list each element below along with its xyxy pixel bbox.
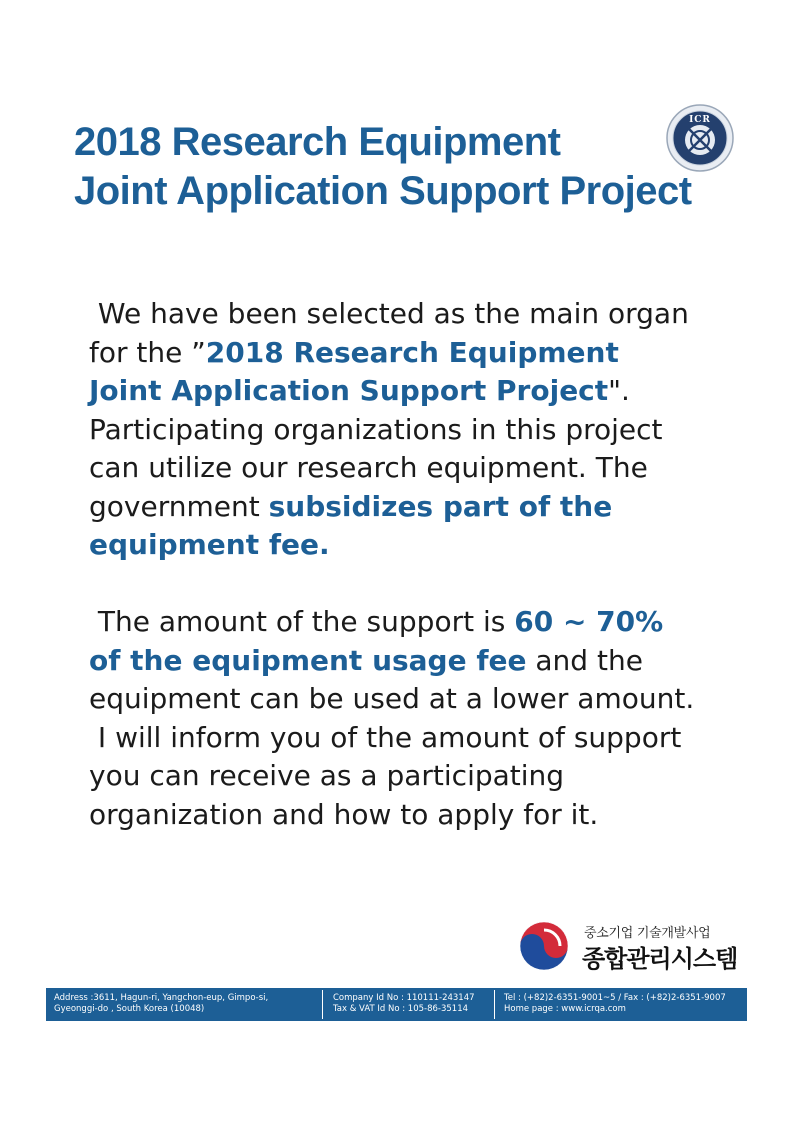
sme-logo-big-text: 종합관리시스템 xyxy=(582,945,738,973)
footer-divider xyxy=(322,990,323,1019)
footer-address-line-1: Address :3611, Hagun-ri, Yangchon-eup, Gimpo-si, xyxy=(54,993,269,1003)
icr-seal-logo xyxy=(666,104,734,172)
footer-bar xyxy=(46,988,747,1021)
footer-tax-id: Tax & VAT Id No : 105-86-35114 xyxy=(333,1004,469,1014)
footer-tel-fax: Tel : (+82)2-6351-9001~5 / Fax : (+82)2-6351-9007 xyxy=(504,993,726,1003)
paragraph2-text-1: The amount of the support is xyxy=(97,605,515,638)
support-percentage-highlight: 60 ~ 70% of the equipment usage fee xyxy=(89,605,664,677)
taegeuk-icon xyxy=(519,921,569,971)
title-line-1: 2018 Research Equipment xyxy=(74,120,561,164)
paragraph1-text-1: We have been selected as the main organ for the ” xyxy=(89,297,689,369)
title-line-2: Joint Application Support Project xyxy=(74,169,692,213)
sme-logo-small-text: 중소기업 기술개발사업 xyxy=(584,926,711,941)
paragraph1-text-2: ". Participating organizations in this project can utilize our research equipment. The government xyxy=(89,374,663,523)
footer-divider xyxy=(494,990,495,1019)
footer-homepage: Home page : www.icrqa.com xyxy=(504,1004,626,1014)
sme-management-system-logo xyxy=(519,919,738,973)
footer-address-line-2: Gyeonggi-do , South Korea (10048) xyxy=(54,1004,205,1014)
paragraph2-text-3: I will inform you of the amount of support you can receive as a participating organization and how to apply for it. xyxy=(89,720,682,831)
page-title xyxy=(74,118,764,216)
paragraph2-text-2: and the equipment can be used at a lower amount. xyxy=(89,643,695,715)
footer-company-ids xyxy=(333,993,475,1015)
paragraph-support-amount xyxy=(89,603,699,834)
project-name-highlight: 2018 Research Equipment Joint Application Support Project xyxy=(89,335,619,407)
footer-address xyxy=(54,993,268,1015)
footer-contact xyxy=(504,993,726,1015)
paragraph-selection xyxy=(89,295,699,565)
footer-company-id: Company Id No : 110111-243147 xyxy=(333,993,475,1003)
subsidy-highlight: subsidizes part of the equipment fee. xyxy=(89,489,613,561)
svg-text:ICR: ICR xyxy=(689,115,711,125)
